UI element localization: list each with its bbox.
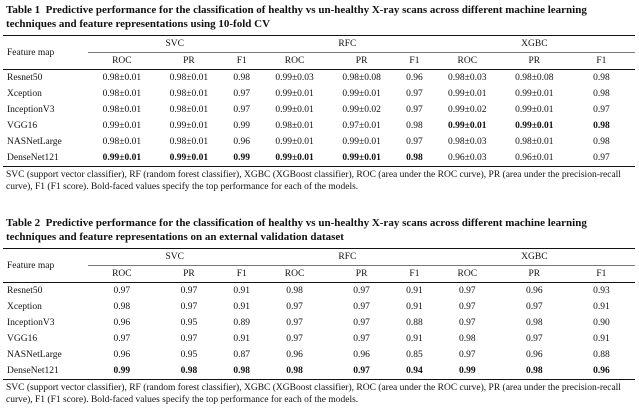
metric-cell: 0.91: [406, 286, 423, 296]
metric-cell: 0.99±0.01: [275, 89, 314, 99]
metric-cell: 0.98: [458, 334, 476, 344]
metric-cell: 0.94: [395, 363, 434, 380]
metric-cell: 0.89: [233, 318, 251, 328]
metric-cell: 0.98±0.01: [275, 121, 314, 131]
metric-cell: 0.91: [233, 286, 251, 296]
metric-cell: 0.99±0.01: [275, 137, 314, 147]
table-2-subheader: F1: [395, 266, 434, 283]
metric-cell: 0.91: [406, 334, 423, 344]
table-row: [3, 102, 635, 118]
metric-cell: 0.91: [593, 302, 610, 312]
metric-cell: 0.85: [406, 350, 423, 360]
table-1-group-xgbc: XGBC: [434, 36, 635, 53]
metric-cell: 0.99±0.01: [448, 89, 487, 99]
metric-cell: 0.98: [406, 121, 423, 131]
metric-cell: 0.98: [593, 89, 610, 99]
metric-cell: 0.97: [180, 334, 198, 344]
table-2-subheader-row: [3, 266, 635, 283]
metric-cell: 0.97: [180, 302, 198, 312]
metric-cell: 0.96: [526, 286, 543, 296]
metric-cell: 0.91: [593, 334, 610, 344]
metric-cell: 0.99±0.01: [515, 89, 554, 99]
metric-cell: 0.99±0.03: [275, 73, 314, 83]
table-row: [3, 363, 635, 380]
feature-map-cell: InceptionV3: [7, 105, 55, 115]
metric-cell: 0.99±0.01: [261, 150, 328, 167]
metric-cell: 0.99±0.01: [342, 137, 381, 147]
metric-cell: 0.97: [406, 137, 423, 147]
metric-cell: 0.98: [233, 73, 251, 83]
table-2-group-xgbc: XGBC: [434, 249, 635, 266]
table-1-group-header-row: [3, 36, 635, 53]
metric-cell: 0.97: [458, 350, 476, 360]
metric-cell: 0.98±0.01: [169, 137, 209, 147]
metric-cell: 0.98: [526, 318, 543, 328]
metric-cell: 0.96: [526, 350, 543, 360]
table-2-note: SVC (support vector classifier), RF (random forest classifier), XGBC (XGBoost classifier), ROC (area under the ROC curve), PR (area under the precision-recall curve), F1 (F1 score). Bold-faced values specify the top performance for each of the models.: [6, 383, 621, 405]
metric-cell: 0.97: [286, 302, 303, 312]
feature-map-cell: Resnet50: [7, 286, 43, 296]
metric-cell: 0.91: [233, 334, 251, 344]
table-1-subheader: F1: [222, 53, 261, 70]
metric-cell: 0.98: [593, 73, 610, 83]
metric-cell: 0.97: [568, 150, 635, 167]
metric-cell: 0.98±0.01: [515, 137, 554, 147]
metric-cell: 0.97: [233, 89, 251, 99]
table-1-caption-text: Predictive performance for the classification of healthy vs un-healthy X-ray scans across different machine learning techniques and feature representations using 10-fold CV: [6, 4, 587, 30]
table-row: [3, 331, 635, 347]
table-2-subheader: ROC: [88, 266, 155, 283]
metric-cell: 0.99±0.01: [102, 121, 142, 131]
metric-cell: 0.96±0.03: [434, 150, 501, 167]
feature-map-cell: InceptionV3: [7, 318, 55, 328]
table-2-subheader: PR: [155, 266, 222, 283]
table-1-label: Table 1: [6, 4, 41, 16]
metric-cell: 0.88: [593, 350, 610, 360]
metric-cell: 0.97: [180, 286, 198, 296]
table-row: [3, 134, 635, 150]
metric-cell: 0.93: [593, 286, 610, 296]
metric-cell: 0.99±0.01: [169, 121, 209, 131]
metric-cell: 0.90: [593, 318, 610, 328]
metric-cell: 0.91: [233, 302, 251, 312]
table-1-group-svc: SVC: [88, 36, 261, 53]
metric-cell: 0.97: [593, 105, 610, 115]
metric-cell: 0.96: [568, 363, 635, 380]
metric-cell: 0.99: [233, 121, 251, 131]
metric-cell: 0.99±0.01: [342, 89, 381, 99]
table-2-group-header-row: [3, 249, 635, 266]
metric-cell: 0.99±0.01: [88, 150, 155, 167]
metric-cell: 0.97: [113, 286, 131, 296]
table-row: [3, 347, 635, 363]
metric-cell: 0.98: [501, 363, 568, 380]
metric-cell: 0.98±0.01: [169, 105, 209, 115]
table-1-block: [0, 3, 639, 193]
metric-cell: 0.98: [593, 137, 610, 147]
table-1-subheader: F1: [395, 53, 434, 70]
metric-cell: 0.97: [286, 318, 303, 328]
table-2-body: [3, 283, 635, 380]
table-1-subheader: ROC: [88, 53, 155, 70]
metric-cell: 0.88: [406, 318, 423, 328]
metric-cell: 0.97: [406, 89, 423, 99]
feature-map-cell: Xception: [7, 302, 42, 312]
metric-cell: 0.98±0.01: [169, 89, 209, 99]
metric-cell: 0.99±0.01: [515, 121, 554, 131]
table-row: [3, 70, 635, 87]
table-2-feature-header: Feature map: [3, 249, 88, 283]
metric-cell: 0.97: [353, 318, 370, 328]
metric-cell: 0.99±0.01: [328, 150, 395, 167]
metric-cell: 0.98±0.01: [102, 73, 142, 83]
table-1: [3, 35, 635, 167]
metric-cell: 0.87: [233, 350, 251, 360]
table-1-subheader-row: [3, 53, 635, 70]
table-1-subheader: PR: [501, 53, 568, 70]
metric-cell: 0.99±0.01: [155, 150, 222, 167]
table-2-caption: [0, 216, 639, 244]
metric-cell: 0.99±0.02: [448, 105, 487, 115]
metric-cell: 0.98: [113, 302, 131, 312]
table-2-subheader: F1: [568, 266, 635, 283]
table-1-note: SVC (support vector classifier), RF (random forest classifier), XGBC (XGBoost classifier), ROC (area under the ROC curve), PR (area under the precision-recall curve), F1 (F1 score). Bold-faced values specify the top performance for each of the models.: [6, 170, 621, 192]
metric-cell: 0.97: [353, 334, 370, 344]
metric-cell: 0.99: [434, 363, 501, 380]
metric-cell: 0.98±0.01: [169, 73, 209, 83]
metric-cell: 0.95: [180, 318, 198, 328]
metric-cell: 0.96: [286, 350, 303, 360]
table-row: [3, 283, 635, 300]
metric-cell: 0.99±0.02: [342, 105, 381, 115]
metric-cell: 0.99: [88, 363, 155, 380]
metric-cell: 0.97: [526, 334, 543, 344]
metric-cell: 0.98: [395, 150, 434, 167]
metric-cell: 0.96: [113, 350, 131, 360]
metric-cell: 0.97: [233, 105, 251, 115]
metric-cell: 0.97: [353, 286, 370, 296]
table-1-subheader: PR: [328, 53, 395, 70]
metric-cell: 0.98±0.03: [448, 73, 487, 83]
table-2-block: [0, 216, 639, 406]
table-row: [3, 150, 635, 167]
feature-map-cell: Xception: [7, 89, 42, 99]
metric-cell: 0.97: [328, 363, 395, 380]
metric-cell: 0.97: [458, 302, 476, 312]
metric-cell: 0.91: [406, 302, 423, 312]
metric-cell: 0.97: [526, 302, 543, 312]
metric-cell: 0.99: [222, 150, 261, 167]
metric-cell: 0.95: [180, 350, 198, 360]
table-2-group-svc: SVC: [88, 249, 261, 266]
table-row: [3, 315, 635, 331]
table-1-group-rfc: RFC: [261, 36, 434, 53]
metric-cell: 0.96: [353, 350, 370, 360]
table-1-subheader: F1: [568, 53, 635, 70]
metric-cell: 0.98±0.01: [102, 137, 142, 147]
metric-cell: 0.97: [353, 302, 370, 312]
feature-map-cell: VGG16: [7, 121, 38, 131]
metric-cell: 0.96: [233, 137, 251, 147]
feature-map-cell: NASNetLarge: [7, 350, 62, 360]
metric-cell: 0.97: [286, 334, 303, 344]
table-1-caption: [0, 3, 639, 31]
table-2-label: Table 2: [6, 217, 41, 229]
table-row: [3, 299, 635, 315]
metric-cell: 0.98±0.08: [342, 73, 381, 83]
table-1-feature-header: Feature map: [3, 36, 88, 70]
metric-cell: 0.98: [593, 121, 610, 131]
table-2-subheader: PR: [501, 266, 568, 283]
metric-cell: 0.96: [113, 318, 131, 328]
feature-map-cell: DenseNet121: [3, 150, 88, 167]
table-1-subheader: ROC: [434, 53, 501, 70]
table-2-caption-text: Predictive performance for the classification of healthy vs un-healthy X-ray scans across different machine learning techniques and feature representations on an external validation dataset: [6, 217, 587, 243]
table-2-subheader: PR: [328, 266, 395, 283]
metric-cell: 0.98±0.01: [102, 89, 142, 99]
metric-cell: 0.96±0.01: [501, 150, 568, 167]
metric-cell: 0.99±0.01: [448, 121, 487, 131]
metric-cell: 0.98: [261, 363, 328, 380]
metric-cell: 0.99±0.01: [515, 105, 554, 115]
feature-map-cell: NASNetLarge: [7, 137, 62, 147]
table-1-body: [3, 70, 635, 167]
metric-cell: 0.97: [113, 334, 131, 344]
metric-cell: 0.98: [155, 363, 222, 380]
feature-map-cell: Resnet50: [7, 73, 43, 83]
metric-cell: 0.97: [406, 105, 423, 115]
metric-cell: 0.98: [286, 286, 303, 296]
metric-cell: 0.97: [458, 286, 476, 296]
table-2: [3, 248, 635, 380]
metric-cell: 0.98±0.08: [515, 73, 554, 83]
metric-cell: 0.97±0.01: [342, 121, 381, 131]
metric-cell: 0.97: [458, 318, 476, 328]
metric-cell: 0.96: [406, 73, 423, 83]
table-1-subheader: PR: [155, 53, 222, 70]
table-2-subheader: ROC: [261, 266, 328, 283]
table-1-subheader: ROC: [261, 53, 328, 70]
feature-map-cell: VGG16: [7, 334, 38, 344]
table-row: [3, 118, 635, 134]
table-row: [3, 86, 635, 102]
metric-cell: 0.98: [222, 363, 261, 380]
metric-cell: 0.98±0.01: [102, 105, 142, 115]
table-2-subheader: ROC: [434, 266, 501, 283]
metric-cell: 0.98±0.03: [448, 137, 487, 147]
table-2-subheader: F1: [222, 266, 261, 283]
table-2-group-rfc: RFC: [261, 249, 434, 266]
feature-map-cell: DenseNet121: [3, 363, 88, 380]
metric-cell: 0.99±0.01: [275, 105, 314, 115]
